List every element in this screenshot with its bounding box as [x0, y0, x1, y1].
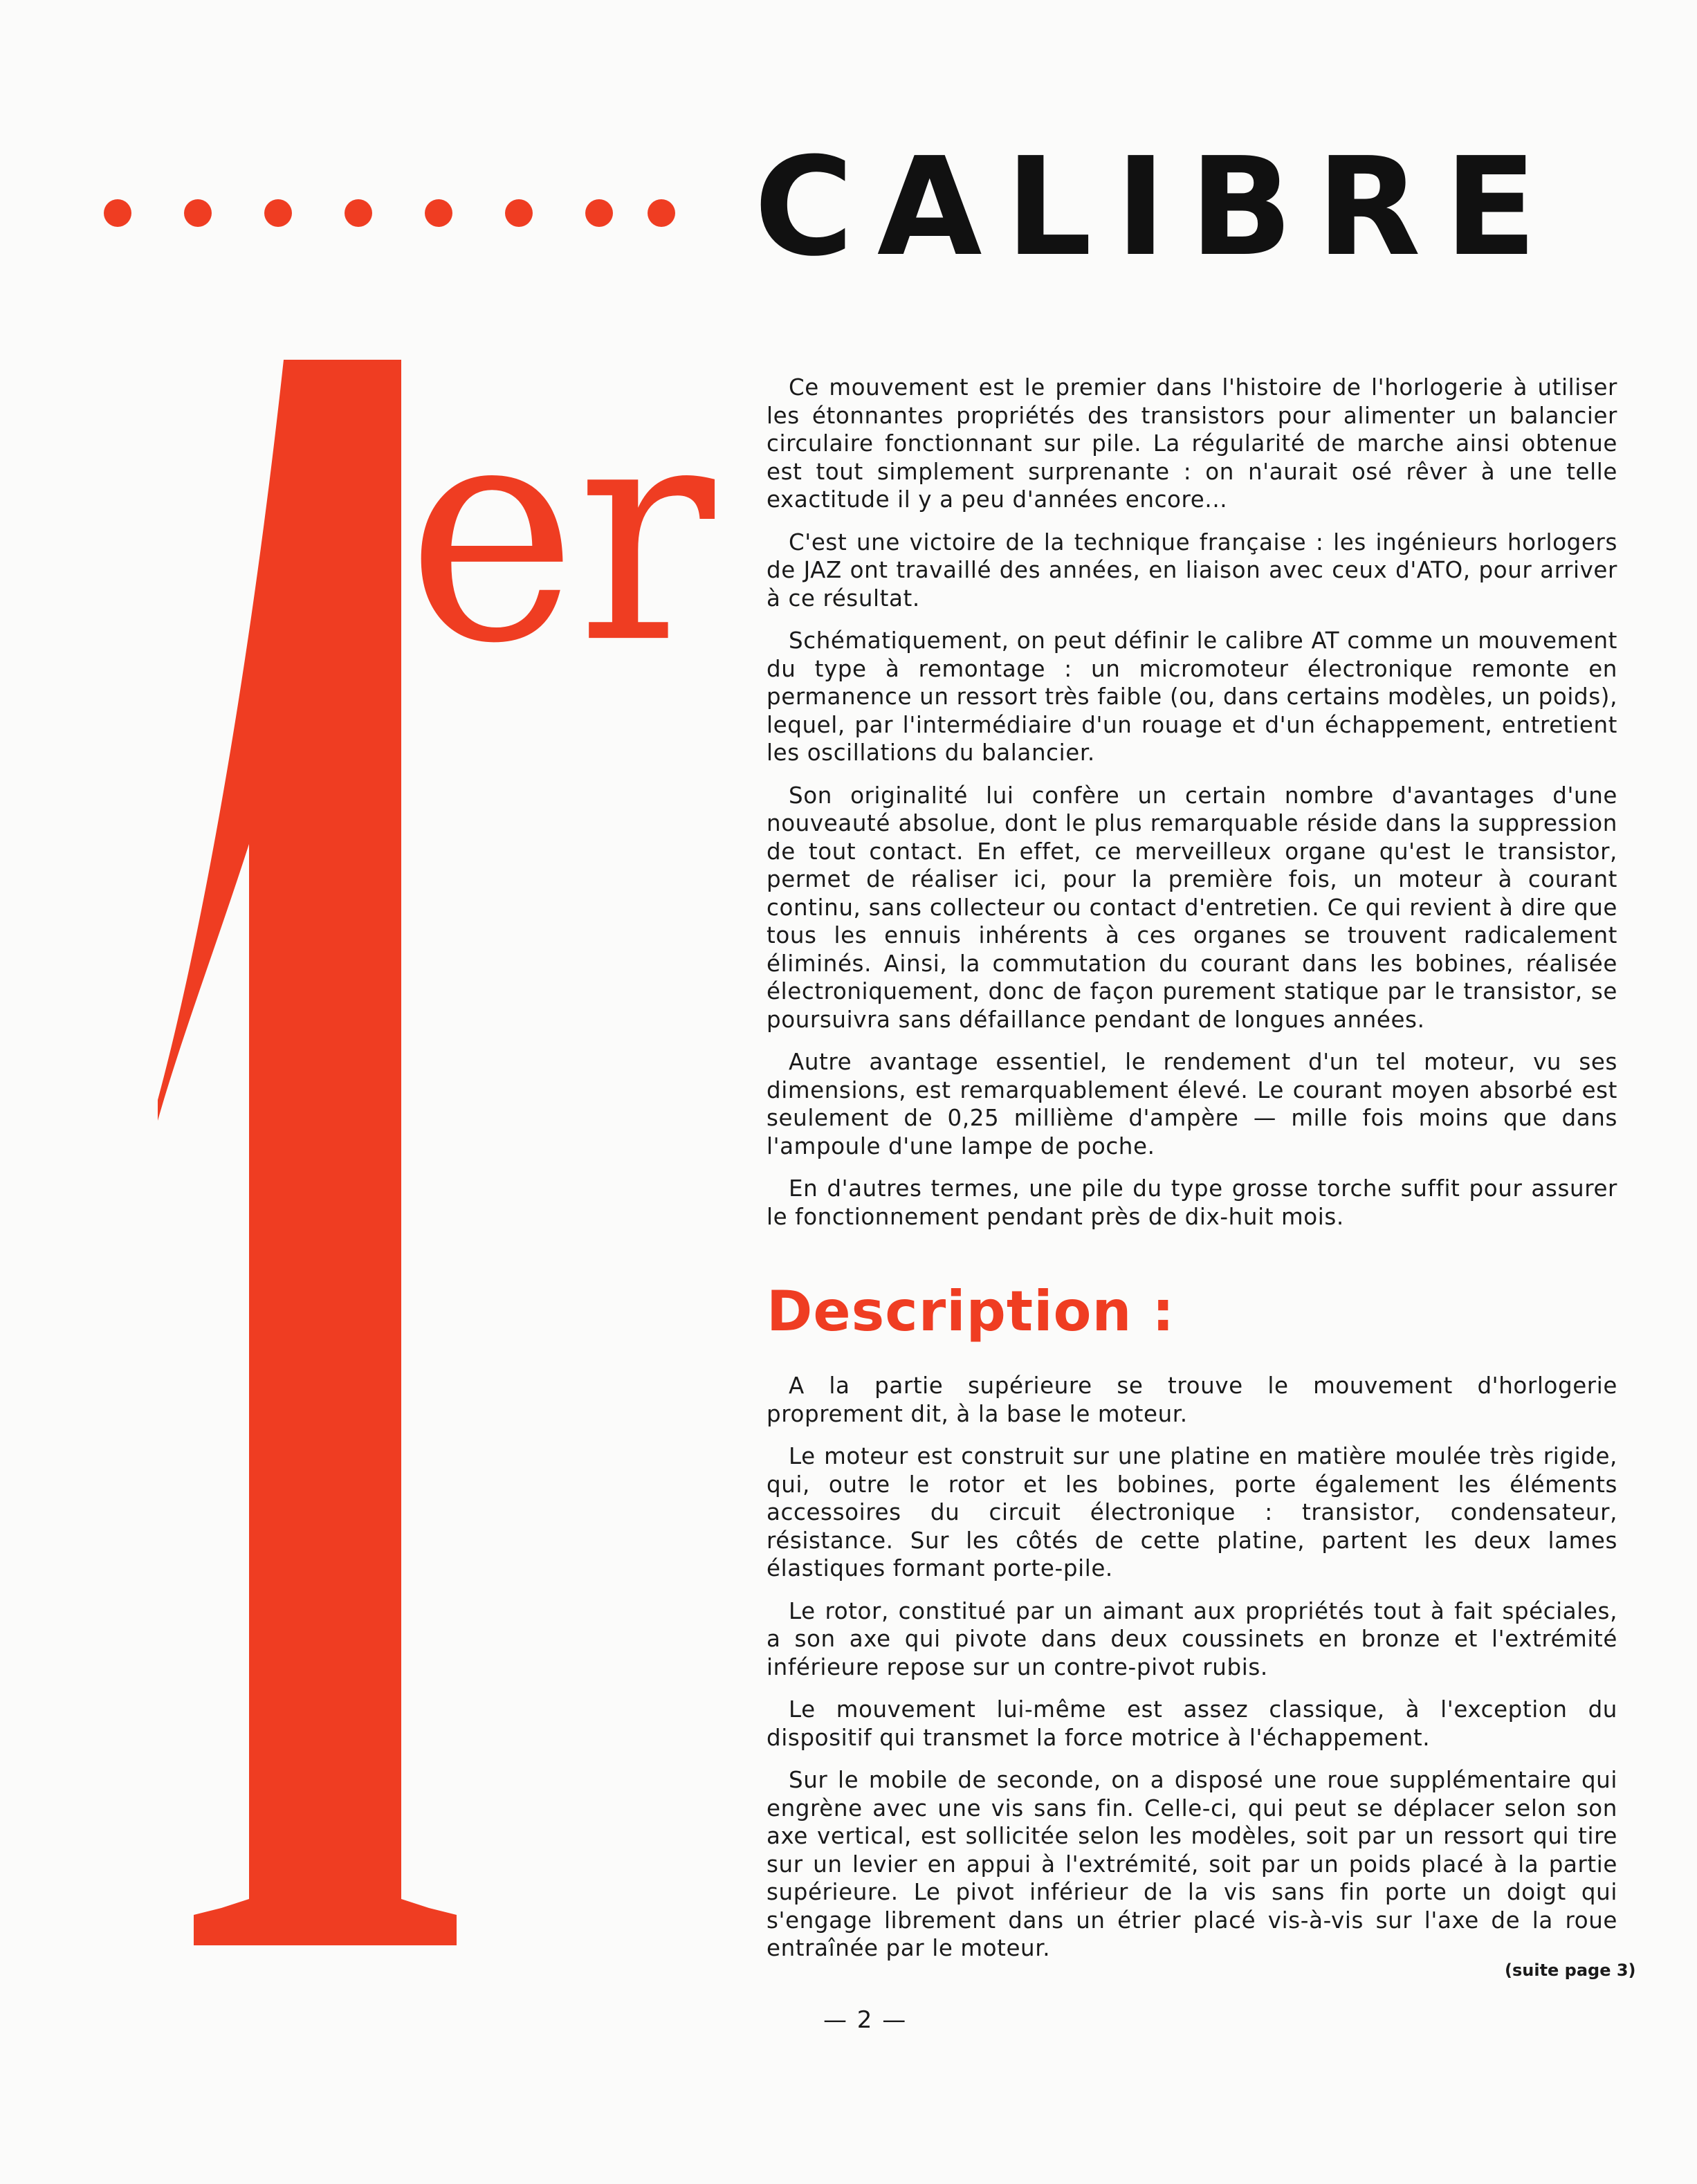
dot-icon	[505, 199, 533, 227]
intro-paragraph: Ce mouvement est le premier dans l'histoire de l'horlogerie à utiliser les étonnantes propriétés des transistors pour alimenter un balancier circulaire fonctionnant sur pile. La régularité de marche ainsi obtenue est tout simplement surprenante : on n'aurait osé rêver à une telle exactitude il y a peu d'années encore...	[767, 374, 1617, 513]
page-title: CALIBRE	[754, 129, 1561, 286]
continued-note: (suite page 3)	[1505, 1961, 1636, 1980]
intro-paragraph: Son originalité lui confère un certain nombre d'avantages d'une nouveauté absolue, dont le plus remarquable réside dans la suppression de tout contact. En effet, ce merveilleux organe qu'est le transistor, permet de réaliser ici, pour la première fois, un moteur à courant continu, sans collecteur ou contact d'entretien. Ce qui revient à dire que tous les ennuis inhérents à ces organes se trouvent radicalement éliminés. Ainsi, la commutation du courant dans les bobines, réalisée électroniquement, donc de façon purement statique par le transistor, se poursuivra sans défaillance pendant de longues années.	[767, 782, 1617, 1033]
description-paragraph: A la partie supérieure se trouve le mouvement d'horlogerie proprement dit, à la base le moteur.	[767, 1373, 1617, 1427]
description-paragraph: Sur le mobile de seconde, on a disposé une roue supplémentaire qui engrène avec une vis sans fin. Celle-ci, qui peut se déplacer selon son axe vertical, est sollicitée selon les modèles, soit par un ressort qui tire sur un levier en appui à l'extrémité, soit par un poids placé à la partie supérieure. Le pivot inférieur de la vis sans fin porte un doigt qui s'engage librement dans un étrier placé vis-à-vis sur l'axe de la roue entraînée par le moteur.	[767, 1767, 1617, 1961]
dot-icon	[104, 199, 131, 227]
dot-icon	[345, 199, 372, 227]
dot-leader	[104, 194, 678, 235]
ordinal-suffix: er	[407, 354, 717, 710]
dot-icon	[648, 199, 675, 227]
intro-paragraph: Autre avantage essentiel, le rendement d'un tel moteur, vu ses dimensions, est remarquablement élevé. Le courant moyen absorbé est seulement de 0,25 millième d'ampère — mille fois moins que dans l'ampoule d'une lampe de poche.	[767, 1049, 1617, 1159]
description-paragraph: Le rotor, constitué par un aimant aux propriétés tout à fait spéciales, a son axe qui pivote dans deux coussinets en bronze et l'extrémité inférieure repose sur un contre-pivot rubis.	[767, 1597, 1617, 1680]
ordinal-1er-graphic	[138, 346, 747, 1972]
description-heading: Description :	[767, 1279, 1175, 1343]
main-text-column	[767, 374, 1617, 1977]
intro-paragraph: C'est une victoire de la technique française : les ingénieurs horlogers de JAZ ont travaillé des années, en liaison avec ceux d'ATO, pour arriver à ce résultat.	[767, 529, 1617, 612]
description-paragraph: Le mouvement lui-même est assez classique, à l'exception du dispositif qui transmet la force motrice à l'échappement.	[767, 1696, 1617, 1751]
dot-icon	[585, 199, 613, 227]
intro-paragraph: En d'autres termes, une pile du type grosse torche suffit pour assurer le fonctionnement pendant près de dix-huit mois.	[767, 1175, 1617, 1230]
page-number: — 2 —	[823, 2006, 908, 2034]
dot-icon	[184, 199, 212, 227]
dot-icon	[425, 199, 452, 227]
intro-paragraph: Schématiquement, on peut définir le calibre AT comme un mouvement du type à remontage : un micromoteur électronique remonte en permanence un ressort très faible (ou, dans certains modèles, un poids), lequel, par l'intermédiaire d'un rouage et d'un échappement, entretient les oscillations du balancier.	[767, 627, 1617, 766]
description-paragraph: Le moteur est construit sur une platine en matière moulée très rigide, qui, outre le rotor et les bobines, porte également les éléments accessoires du circuit électronique : transistor, condensateur, résistance. Sur les côtés de cette platine, partent les deux lames élastiques formant porte-pile.	[767, 1443, 1617, 1581]
dot-icon	[264, 199, 292, 227]
